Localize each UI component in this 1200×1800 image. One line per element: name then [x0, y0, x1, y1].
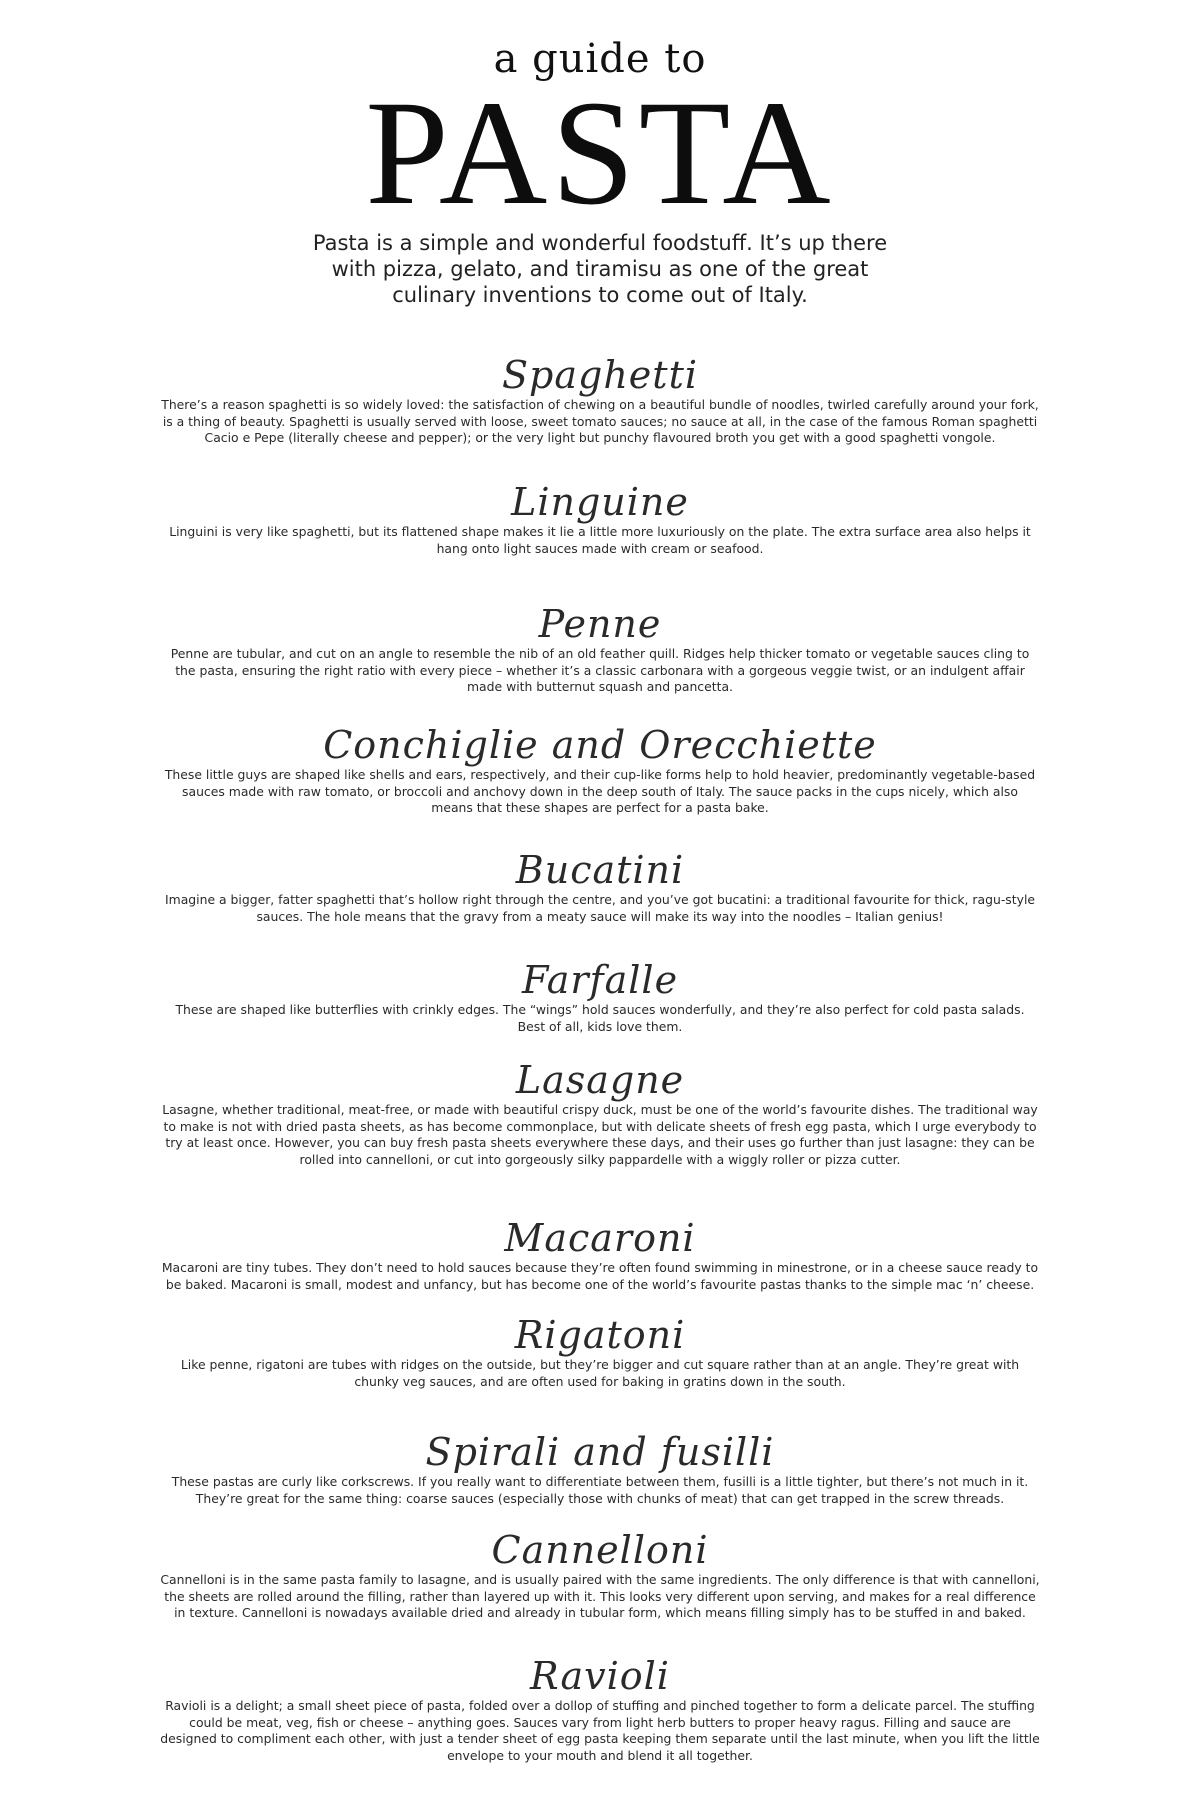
- intro-paragraph: Pasta is a simple and wonderful foodstuff. It’s up there with pizza, gelato, and tiramisu as one of the great culinary inventions to come out of Italy.: [312, 231, 888, 307]
- section-spaghetti: [160, 355, 1040, 447]
- section-title: Linguine: [511, 480, 689, 524]
- section-title: Lasagne: [515, 1058, 685, 1102]
- section-text: Penne are tubular, and cut on an angle to resemble the nib of an old feather quill. Ridges help thicker tomato or vegetable sauces cling to the pasta, ensuring the right ratio with every piece – whether it’s a classic carbonara with a gorgeous veggie twist, or an indulgent affair made with butternut squash and pancetta.: [170, 646, 1030, 694]
- section-lasagne: [160, 1060, 1040, 1168]
- guide-title: PASTA: [365, 70, 835, 236]
- section-text: These pastas are curly like corkscrews. If you really want to differentiate between them, fusilli is a little tighter, but there’s not much in it. They’re great for the same thing: coarse sauces (especially those with chunks of meat) that can get trapped in the screw threads.: [171, 1474, 1029, 1506]
- section-text: Linguini is very like spaghetti, but its flattened shape makes it lie a little more luxuriously on the plate. The extra surface area also helps it hang onto light sauces made with cream or seafood.: [169, 524, 1031, 556]
- section-ravioli: [160, 1656, 1040, 1764]
- section-text: Lasagne, whether traditional, meat-free, or made with beautiful crispy duck, must be one of the world’s favourite dishes. The traditional way to make is not with dried pasta sheets, as has become commonplace, but with delicate sheets of fresh egg pasta, which I urge everybody to try at least once. However, you can buy fresh pasta sheets everywhere these days, and their uses go further than just lasagne: they can be rolled into cannelloni, or cut into gorgeously silky pappardelle with a wiggly roller or pizza cutter.: [162, 1102, 1038, 1167]
- section-title: Rigatoni: [514, 1313, 686, 1357]
- section-text: Like penne, rigatoni are tubes with ridges on the outside, but they’re bigger and cut square rather than at an angle. They’re great with chunky veg sauces, and are often used for baking in gratins down in the south.: [180, 1357, 1020, 1389]
- section-text: Imagine a bigger, fatter spaghetti that’s hollow right through the centre, and you’ve got bucatini: a traditional favourite for thick, ragu-style sauces. The hole means that the gravy from a meaty sauce will make its way into the noodles – Italian genius!: [164, 892, 1036, 924]
- section-title: Cannelloni: [491, 1528, 709, 1572]
- section-rigatoni: [160, 1315, 1040, 1390]
- section-bucatini: [160, 850, 1040, 925]
- section-title: Spaghetti: [502, 353, 698, 397]
- guide-subtitle: a guide to: [493, 36, 707, 82]
- section-farfalle: [160, 960, 1040, 1035]
- section-title: Farfalle: [521, 958, 679, 1002]
- section-text: Ravioli is a delight; a small sheet piece of pasta, folded over a dollop of stuffing and pinched together to form a delicate parcel. The stuffing could be meat, veg, fish or cheese – anything goes. Sauces vary from light herb butters to proper heavy ragus. Filling and sauce are designed to compliment each other, with just a tender sheet of egg pasta keeping them separate until the last minute, when you lift the little envelope to your mouth and blend it all together.: [160, 1698, 1040, 1763]
- section-text: There’s a reason spaghetti is so widely loved: the satisfaction of chewing on a beautiful bundle of noodles, twirled carefully around your fork, is a thing of beauty. Spaghetti is usually served with loose, sweet tomato sauces; no sauce at all, in the case of the famous Roman spaghetti Cacio e Pepe (literally cheese and pepper); or the very light but punchy flavoured broth you get with a good spaghetti vongole.: [161, 397, 1039, 445]
- section-spirali-fusilli: [160, 1432, 1040, 1507]
- section-title: Spirali and fusilli: [425, 1430, 775, 1474]
- section-text: These are shaped like butterflies with crinkly edges. The “wings” hold sauces wonderfully, and they’re also perfect for cold pasta salads. Best of all, kids love them.: [175, 1002, 1025, 1034]
- section-macaroni: [160, 1218, 1040, 1293]
- section-title: Macaroni: [504, 1216, 696, 1260]
- section-text: These little guys are shaped like shells and ears, respectively, and their cup-like forms help to hold heavier, predominantly vegetable-based sauces made with raw tomato, or broccoli and anchovy down in the deep south of Italy. The sauce packs in the cups nicely, which also means that these shapes are perfect for a pasta bake.: [164, 767, 1036, 815]
- section-text: Macaroni are tiny tubes. They don’t need to hold sauces because they’re often found swimming in minestrone, or in a cheese sauce ready to be baked. Macaroni is small, modest and unfancy, but has become one of the world’s favourite pastas thanks to the simple mac ‘n’ cheese.: [161, 1260, 1039, 1292]
- section-penne: [160, 604, 1040, 696]
- section-linguine: [160, 482, 1040, 557]
- section-text: Cannelloni is in the same pasta family to lasagne, and is usually paired with the same ingredients. The only difference is that with cannelloni, the sheets are rolled around the filling, rather than layered up with it. This looks very different upon serving, and makes for a real difference in texture. Cannelloni is nowadays available dried and already in tubular form, which means filling simply has to be stuffed in and baked.: [160, 1572, 1040, 1620]
- section-title: Ravioli: [530, 1654, 670, 1698]
- section-title: Bucatini: [515, 848, 685, 892]
- section-cannelloni: [160, 1530, 1040, 1622]
- section-title: Conchiglie and Orecchiette: [323, 723, 877, 767]
- section-conchiglie-orecchiette: [160, 725, 1040, 817]
- section-title: Penne: [538, 602, 662, 646]
